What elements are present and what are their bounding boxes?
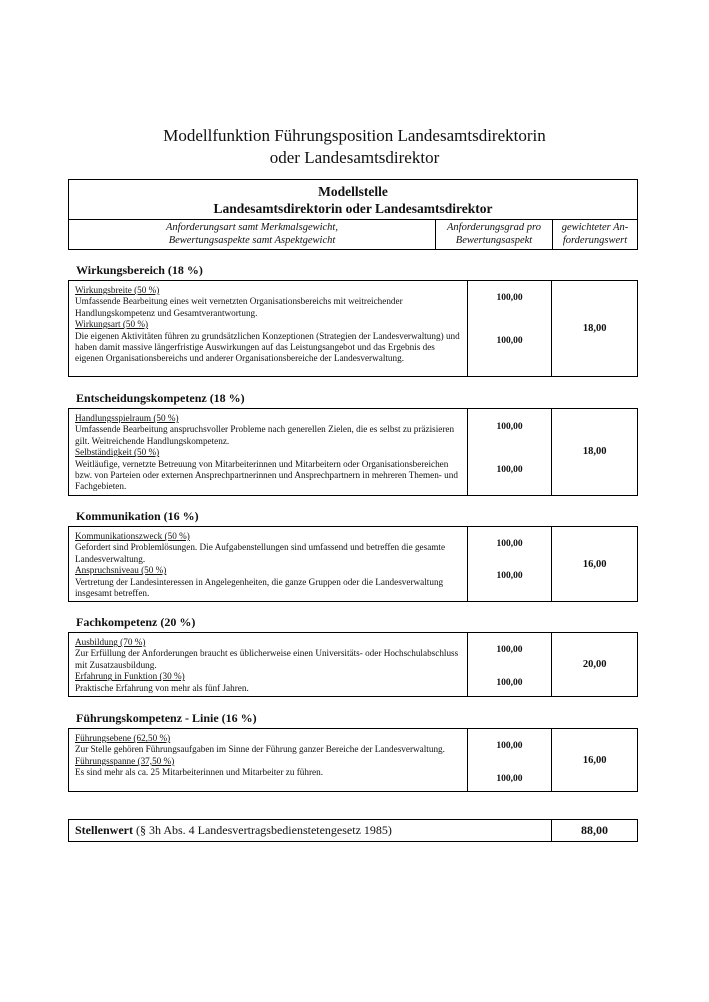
score-cell — [467, 409, 552, 496]
section-title: Wirkungsbereich (18 %) — [76, 263, 203, 277]
modellstelle-label: Modellstelle — [318, 184, 388, 199]
section-description — [69, 281, 468, 377]
aspect-item — [75, 565, 463, 599]
weighted-value: 18,00 — [552, 281, 638, 377]
aspect-label: Ausbildung (70 %) — [75, 637, 146, 647]
section-table — [68, 280, 638, 377]
aspect-item — [75, 319, 463, 365]
header-table — [68, 179, 638, 250]
score-cell — [467, 281, 552, 377]
aspect-item — [75, 531, 463, 565]
aspect-item — [75, 756, 463, 779]
aspect-label: Handlungsspielraum (50 %) — [75, 413, 179, 423]
aspect-item — [75, 637, 463, 671]
aspect-item — [75, 447, 463, 493]
aspect-score: 100,00 — [496, 571, 523, 581]
aspect-item — [75, 285, 463, 319]
header-col-grade — [436, 220, 553, 250]
aspect-score: 100,00 — [496, 539, 523, 549]
section-table — [68, 632, 638, 697]
aspect-label: Wirkungsbreite (50 %) — [75, 285, 160, 295]
aspect-text: Umfassende Bearbeitung anspruchsvoller Probleme nach generellen Zielen, die es selbst zu präzisieren gilt. Weitreichende Handlungskompetenz. — [75, 424, 455, 446]
section-title: Führungskompetenz - Linie (16 %) — [76, 711, 257, 725]
aspect-label: Erfahrung in Funktion (30 %) — [75, 671, 185, 682]
aspect-text: Die eigenen Aktivitäten führen zu grundsätzlichen Konzeptionen (Strategien der Landesverwaltung) und haben damit massive längerfristige Auswirkungen auf das Leistungsangebot und das Ergebnis des eigenen Organisationsbereichs und anderer Organisationsbereiche der Landesverwaltung. — [75, 330, 460, 364]
aspect-score: 100,00 — [496, 293, 523, 303]
section-table — [68, 408, 638, 496]
weighted-value: 16,00 — [552, 527, 638, 602]
aspect-label: Wirkungsart (50 %) — [75, 319, 149, 330]
section-description — [69, 409, 468, 496]
total-value: 88,00 — [552, 820, 638, 842]
total-detail: (§ 3h Abs. 4 Landesvertragsbedienstetengesetz 1985) — [132, 823, 392, 837]
aspect-label: Führungsspanne (37,50 %) — [75, 755, 175, 766]
total-label-cell — [69, 820, 552, 842]
header-title-cell — [69, 180, 638, 220]
aspect-text: Weitläufige, vernetzte Betreuung von Mitarbeiterinnen und Mitarbeitern oder Organisationsbereichen bzw. von Parteien oder externen Ansprechpartnerinnen und Ansprechpartnern in mehreren Themen- und Fachgebieten. — [75, 458, 458, 492]
aspect-item — [75, 733, 463, 756]
section-title: Entscheidungskompetenz (18 %) — [76, 391, 245, 405]
aspect-label: Anspruchsniveau (50 %) — [75, 565, 167, 576]
section-description — [69, 729, 468, 792]
header-col1-line2: Bewertungsaspekte samt Aspektgewicht — [168, 234, 336, 246]
score-cell — [467, 633, 552, 697]
aspect-score: 100,00 — [496, 678, 523, 688]
aspect-score: 100,00 — [496, 774, 523, 784]
score-cell — [467, 527, 552, 602]
section-title: Fachkompetenz (20 %) — [76, 615, 196, 629]
aspect-score: 100,00 — [496, 741, 523, 751]
aspect-text: Es sind mehr als ca. 25 Mitarbeiterinnen und Mitarbeiter zu führen. — [75, 767, 323, 778]
section-description — [69, 633, 468, 697]
weighted-value: 16,00 — [552, 729, 638, 792]
section-title: Kommunikation (16 %) — [76, 509, 199, 523]
aspect-text: Zur Erfüllung der Anforderungen braucht es üblicherweise einen Universitäts- oder Hochschulabschluss mit Zusatzausbildung. — [75, 648, 459, 670]
section-description — [69, 527, 468, 602]
position-label: Landesamtsdirektorin oder Landesamtsdirektor — [213, 201, 493, 216]
aspect-score: 100,00 — [496, 422, 523, 432]
aspect-label: Führungsebene (62,50 %) — [75, 733, 171, 743]
aspect-score: 100,00 — [496, 645, 523, 655]
aspect-text: Vertretung der Landesinteressen in Angelegenheiten, die ganze Gruppen oder die Landesverwaltung insgesamt betreffen. — [75, 576, 444, 599]
header-col-requirement — [69, 220, 436, 250]
aspect-item — [75, 671, 463, 694]
header-col2-line1: Anforderungsgrad pro — [446, 222, 542, 233]
header-col1-line1: Anforderungsart samt Merkmalsgewicht, — [166, 222, 338, 233]
page-title-line1: Modellfunktion Führungsposition Landesamtsdirektorin — [163, 126, 546, 145]
header-col2-line2: Bewertungsaspekt — [455, 234, 533, 246]
aspect-label: Kommunikationszweck (50 %) — [75, 531, 190, 541]
aspect-label: Selbständigkeit (50 %) — [75, 447, 160, 458]
aspect-item — [75, 413, 463, 447]
header-col3-line1: gewichteter An- — [561, 222, 629, 233]
section-table — [68, 728, 638, 792]
aspect-text: Praktische Erfahrung von mehr als fünf Jahren. — [75, 682, 249, 693]
page-title — [0, 125, 709, 169]
aspect-score: 100,00 — [496, 465, 523, 475]
aspect-text: Gefordert sind Problemlösungen. Die Aufgabenstellungen sind umfassend und betreffen die gesamte Landesverwaltung. — [75, 542, 446, 564]
page-title-line2: oder Landesamtsdirektor — [269, 148, 440, 167]
score-cell — [467, 729, 552, 792]
aspect-text: Umfassende Bearbeitung eines weit vernetzten Organisationsbereichs mit weitreichender Handlungskompetenz und Gesamtverantwortung. — [75, 296, 403, 318]
total-label: Stellenwert — [75, 823, 133, 837]
total-table — [68, 819, 638, 842]
aspect-text: Zur Stelle gehören Führungsaufgaben im Sinne der Führung ganzer Bereiche der Landesverwaltung. — [75, 744, 445, 755]
weighted-value: 18,00 — [552, 409, 638, 496]
header-col-weighted — [553, 220, 638, 250]
section-table — [68, 526, 638, 602]
weighted-value: 20,00 — [552, 633, 638, 697]
aspect-score: 100,00 — [496, 336, 523, 346]
header-col3-line2: forderungswert — [562, 234, 628, 246]
